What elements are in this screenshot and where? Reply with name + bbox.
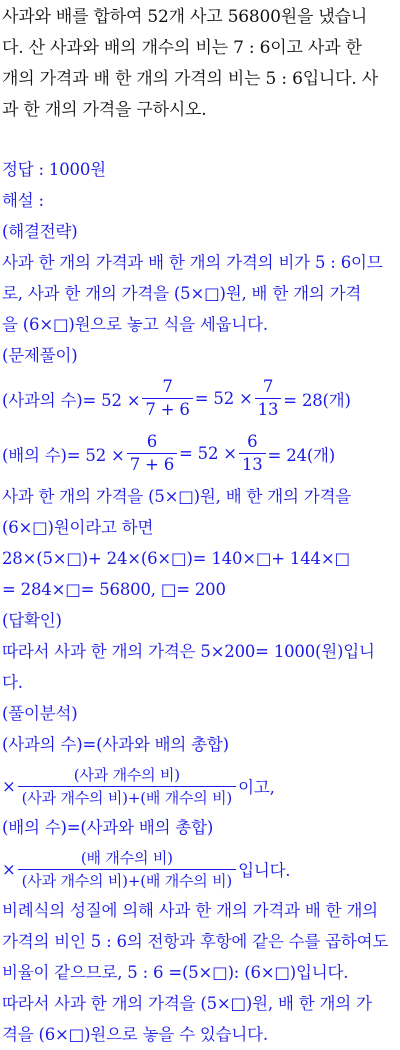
apple-ratio-formula xyxy=(2,760,396,812)
formula-tail: 입니다. xyxy=(238,861,291,880)
analysis-text: (사과의 수)=(사과와 배의 총합) xyxy=(2,735,229,754)
pear-ratio-formula xyxy=(2,843,396,895)
fraction-denominator: (사과 개수의 비)+(배 개수의 비) xyxy=(18,786,236,808)
fraction-numerator: (사과 개수의 비) xyxy=(73,765,180,784)
calculation-equation: 28×(5×□)+ 24×(6×□)= 140×□+ 144×□ xyxy=(2,549,350,568)
fraction-denominator: (사과 개수의 비)+(배 개수의 비) xyxy=(18,869,236,891)
strategy-text: 로, 사과 한 개의 가격을 (5×□)원, 배 한 개의 가격 xyxy=(2,284,362,303)
calculation-text: 사과 한 개의 가격을 (5×□)원, 배 한 개의 가격을 xyxy=(2,487,352,506)
question-line: 과 한 개의 가격을 구하시오. xyxy=(2,100,207,120)
times-sign: × xyxy=(2,776,16,796)
equation-lhs: (배의 수)= 52 × xyxy=(2,445,125,465)
pear-count-equation xyxy=(2,426,396,481)
closing-text: 비례식의 성질에 의해 사과 한 개의 가격과 배 한 개의 xyxy=(2,901,378,920)
closing-text: 가격의 비인 5 : 6의 전항과 후항에 같은 수를 곱하여도 xyxy=(2,932,389,951)
equation-mid: = 52 × xyxy=(194,389,253,408)
calculation-text: (6×□)원이라고 하면 xyxy=(2,518,154,537)
fraction-numerator: 7 xyxy=(262,377,274,396)
strategy-text: 사과 한 개의 가격과 배 한 개의 가격의 비가 5 : 6이므 xyxy=(2,253,383,272)
check-heading: (답확인) xyxy=(2,611,62,630)
equation-rhs: = 28(개) xyxy=(283,390,351,410)
apple-count-equation xyxy=(2,371,396,426)
closing-text: 비율이 같으므로, 5 : 6 =(5×□): (6×□)입니다. xyxy=(2,963,349,982)
question-line: 개의 가격과 배 한 개의 가격의 비는 5 : 6입니다. 사 xyxy=(2,69,378,89)
fraction-denominator: 13 xyxy=(239,453,266,475)
strategy-heading: (해결전략) xyxy=(2,222,78,241)
answer-line: 정답 : 1000원 xyxy=(2,160,106,179)
fraction-denominator: 7 + 6 xyxy=(142,398,192,420)
question xyxy=(2,2,396,126)
fraction-denominator: 7 + 6 xyxy=(127,453,177,475)
analysis-text: (배의 수)=(사과와 배의 총합) xyxy=(2,818,214,837)
solution-heading: (문제풀이) xyxy=(2,346,78,365)
fraction xyxy=(18,848,236,891)
calculation-equation: = 284×□= 56800, □= 200 xyxy=(2,580,226,599)
formula-tail: 이고, xyxy=(238,778,275,797)
fraction xyxy=(142,377,192,420)
fraction-denominator: 13 xyxy=(255,398,282,420)
answer-section xyxy=(2,154,396,1050)
fraction xyxy=(239,432,266,475)
fraction xyxy=(18,765,236,808)
fraction-numerator: 6 xyxy=(146,432,157,451)
question-line: 다. 산 사과와 배의 개수의 비는 7 : 6이고 사과 한 xyxy=(2,38,362,58)
analysis-heading: (풀이분석) xyxy=(2,704,78,723)
times-sign: × xyxy=(2,859,16,879)
equation-mid: = 52 × xyxy=(179,444,237,463)
question-line: 사과와 배를 합하여 52개 사고 56800원을 냈습니 xyxy=(2,7,368,27)
equation-rhs: = 24(개) xyxy=(267,445,336,465)
fraction-numerator: 7 xyxy=(162,377,173,396)
check-text: 따라서 사과 한 개의 가격은 5×200= 1000(원)입니 xyxy=(2,642,375,661)
fraction-numerator: 6 xyxy=(247,432,258,451)
strategy-text: 을 (6×□)원으로 놓고 식을 세웁니다. xyxy=(2,315,268,334)
check-text: 다. xyxy=(2,673,23,692)
fraction xyxy=(255,377,282,420)
fraction-numerator: (배 개수의 비) xyxy=(80,848,173,867)
explanation-label: 해설 : xyxy=(2,191,44,210)
closing-text: 격을 (6×□)원으로 놓을 수 있습니다. xyxy=(2,1025,268,1044)
equation-lhs: (사과의 수)= 52 × xyxy=(2,390,141,410)
fraction xyxy=(127,432,177,475)
closing-text: 따라서 사과 한 개의 가격을 (5×□)원, 배 한 개의 가 xyxy=(2,994,372,1013)
